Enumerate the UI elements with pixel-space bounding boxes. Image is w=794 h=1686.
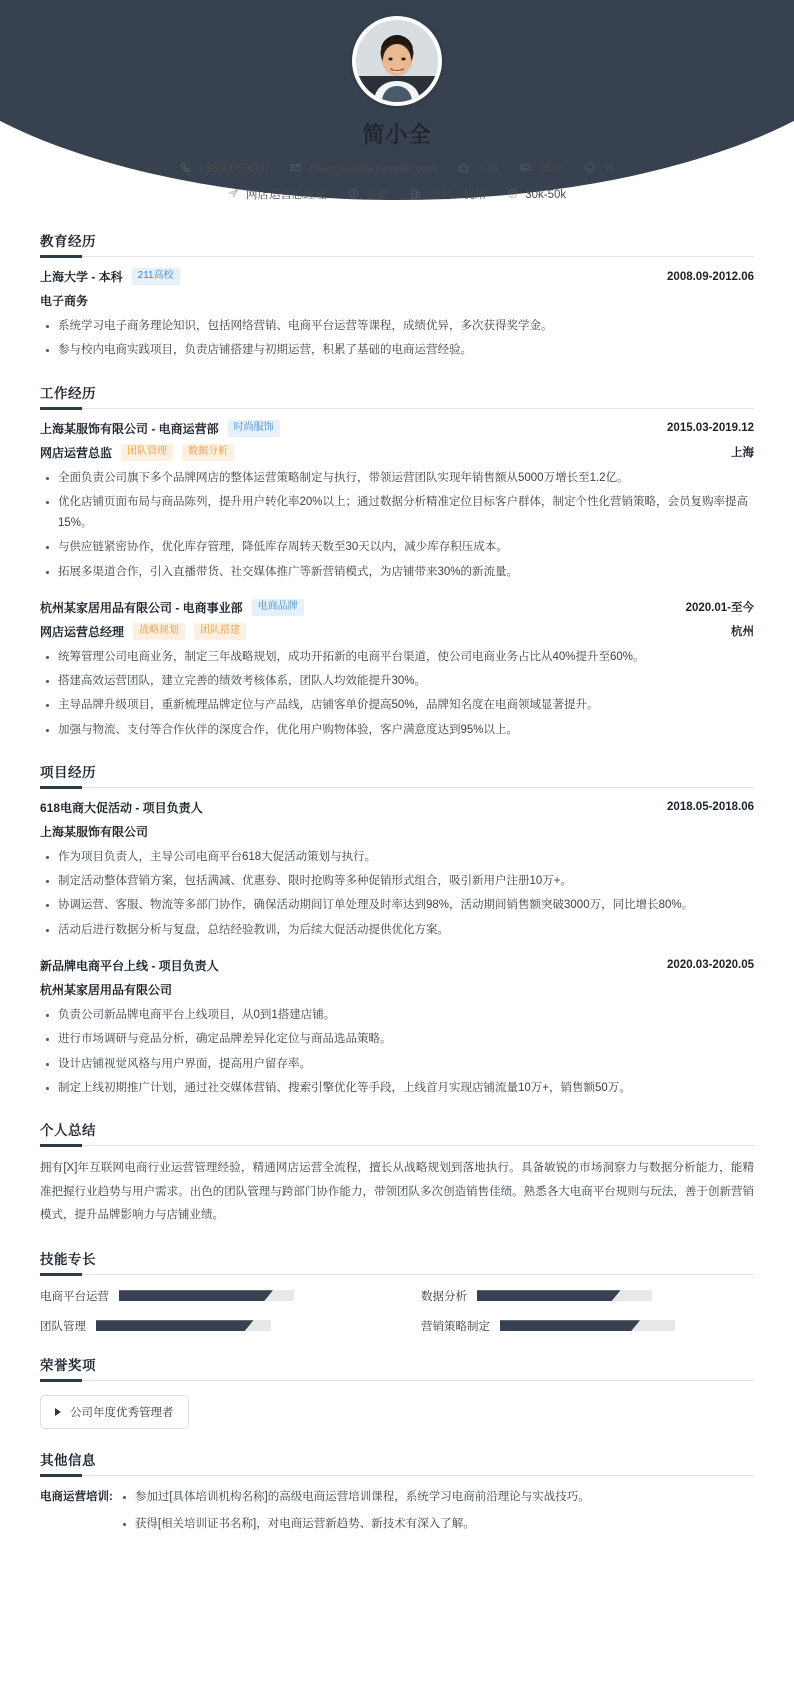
contact-phone: [180, 162, 269, 175]
skill-label: 电商平台运营: [40, 1290, 109, 1303]
salary-expectation-text: 30k-50k: [525, 188, 567, 201]
contact-row-secondary: [0, 186, 794, 202]
work-entry-headline: [40, 420, 754, 437]
list-item: 参与校内电商实践项目，负责店铺搭建与初期运营，积累了基础的电商运营经验。: [40, 340, 754, 361]
list-item: 作为项目负责人，主导公司电商平台618大促活动策划与执行。: [40, 847, 754, 868]
education-date: 2008.09-2012.06: [667, 270, 754, 283]
work-company: 杭州某家居用品有限公司 - 电商事业部: [40, 600, 243, 615]
list-item: 拓展多渠道合作，引入直播带货、社交媒体推广等新营销模式，为店铺带来30%的新流量。: [40, 562, 754, 583]
project-entry-left: [40, 799, 203, 816]
education-tag: 211高校: [132, 268, 180, 285]
project-date: 2018.05-2018.06: [667, 801, 754, 814]
list-item: 主导品牌升级项目，重新梳理品牌定位与产品线，店铺客单价提高50%，品牌知名度在电商领域显著提升。: [40, 695, 754, 716]
skill-progress-fill: [500, 1320, 640, 1331]
skill-row: [40, 1318, 373, 1334]
education-entry-headline: [40, 268, 754, 285]
list-item: 系统学习电子商务理论知识，包括网络营销、电商平台运营等课程，成绩优异，多次获得奖学金。: [40, 316, 754, 337]
project-entry-headline: [40, 799, 754, 816]
project-entry: [40, 957, 754, 1099]
section-title-honors: 荣誉奖项: [40, 1357, 96, 1373]
section-projects: [40, 761, 754, 1099]
honor-item[interactable]: [40, 1395, 189, 1429]
work-company-tag: 时尚服饰: [228, 420, 280, 437]
contact-email: [290, 162, 437, 175]
honor-item-label: 公司年度优秀管理者: [70, 1406, 174, 1419]
section-header-skills: [40, 1248, 754, 1275]
skill-progress-track: [500, 1320, 675, 1331]
section-honors: [40, 1354, 754, 1429]
gender-icon: [584, 162, 595, 173]
money-icon: [507, 188, 518, 199]
contact-row-primary: [0, 160, 794, 176]
skill-label: 团队管理: [40, 1320, 86, 1333]
section-title-summary: 个人总结: [40, 1123, 96, 1139]
list-item: 制定上线初期推广计划，通过社交媒体营销、搜索引擎优化等手段，上线首月实现店铺流量10万+，销售额50万。: [40, 1078, 754, 1099]
education-entry-left: [40, 268, 180, 285]
status-icon: [348, 188, 359, 199]
section-summary: [40, 1119, 754, 1228]
work-entry: [40, 599, 754, 741]
list-item: 加强与物流、支付等合作伙伴的深度合作，优化用户购物体验，客户满意度达到95%以上。: [40, 720, 754, 741]
play-triangle-icon: [55, 1408, 61, 1416]
project-company: 杭州某家居用品有限公司: [40, 982, 173, 997]
work-position-left: [40, 444, 234, 461]
work-entry-headline: [40, 599, 754, 616]
list-item: 获得[相关培训证书名称]，对电商运营新趋势、新技术有深入了解。: [113, 1514, 754, 1535]
work-entry: [40, 420, 754, 583]
resume-header: [0, 0, 794, 210]
list-item: 进行市场调研与竞品分析，确定品牌差异化定位与商品选品策略。: [40, 1029, 754, 1050]
other-group-items: [113, 1487, 754, 1542]
avatar-photo: [356, 20, 438, 102]
section-header-other: [40, 1449, 754, 1476]
project-title: 618电商大促活动 - 项目负责人: [40, 800, 203, 815]
job-locations-text: 上海、杭州: [428, 189, 486, 201]
other-group: [40, 1487, 754, 1542]
section-title-projects: 项目经历: [40, 764, 96, 780]
work-entry-position-line: [40, 444, 754, 461]
job-locations: [410, 186, 486, 202]
section-header-projects: [40, 761, 754, 788]
work-location: 上海: [731, 447, 754, 460]
section-header-summary: [40, 1119, 754, 1146]
work-date: 2020.01-至今: [685, 602, 754, 615]
resume-body: [0, 230, 794, 1561]
send-icon: [228, 188, 239, 199]
job-target: [228, 186, 327, 202]
work-skill-tag: 数据分析: [182, 444, 234, 461]
work-entry-left: [40, 420, 280, 437]
work-entry-left: [40, 599, 304, 616]
skill-row: [421, 1318, 754, 1334]
list-item: 优化店铺页面布局与商品陈列，提升用户转化率20%以上；通过数据分析精准定位目标客户群体，制定个性化营销策略，会员复购率提高15%。: [40, 492, 754, 535]
work-position-left: [40, 623, 246, 640]
project-entry-headline: [40, 957, 754, 974]
work-position: 网店运营总监: [40, 445, 113, 460]
avatar: [352, 16, 442, 106]
work-skill-tag: 战略规划: [133, 623, 185, 640]
contact-gender: [584, 160, 614, 176]
id-card-icon: [520, 162, 531, 173]
work-bullets: [40, 468, 754, 583]
contact-age-text: 35岁: [538, 163, 563, 175]
education-major: 电子商务: [40, 294, 89, 308]
contact-city-text: 上海: [476, 163, 500, 175]
project-bullets: [40, 1005, 754, 1099]
list-item: 活动后进行数据分析与复盘，总结经验教训，为后续大促活动提供优化方案。: [40, 920, 754, 941]
skill-row: [40, 1288, 373, 1304]
skills-grid: [40, 1286, 754, 1334]
skill-progress-track: [477, 1290, 652, 1301]
section-title-work: 工作经历: [40, 385, 96, 401]
project-bullets: [40, 847, 754, 941]
skill-label: 数据分析: [421, 1290, 467, 1303]
education-entry: [40, 268, 754, 362]
job-status: [348, 186, 389, 202]
skill-progress-fill: [477, 1290, 621, 1301]
contact-age: [520, 160, 563, 176]
section-header-education: [40, 230, 754, 257]
skill-progress-track: [96, 1320, 271, 1331]
job-target-text: 网店运营总经理: [246, 189, 327, 201]
skill-progress-fill: [119, 1290, 273, 1301]
contact-city: [458, 160, 499, 176]
other-group-label: 电商运营培训:: [40, 1490, 113, 1503]
list-item: 统筹管理公司电商业务，制定三年战略规划，成功开拓新的电商平台渠道，使公司电商业务占比从40%提升至60%。: [40, 647, 754, 668]
summary-paragraph: 拥有[X]年互联网电商行业运营管理经验，精通网店运营全流程，擅长从战略规划到落地执行。具备敏锐的市场洞察力与数据分析能力，能精准把握行业趋势与用户需求。出色的团队管理与跨部门协作能力，带领团队多次创造销售佳绩。熟悉各大电商平台规则与玩法，善于创新营销模式，提升品牌影响力与店铺业绩。: [40, 1162, 754, 1222]
project-title: 新品牌电商平台上线 - 项目负责人: [40, 958, 219, 973]
contact-phone-text: 13800000000: [198, 162, 269, 175]
contact-email-text: zhangwei@example.com: [308, 162, 437, 175]
list-item: 协调运营、客服、物流等多部门协作，确保活动期间订单处理及时率达到98%，活动期间销售额突破3000万，同比增长80%。: [40, 895, 754, 916]
section-title-education: 教育经历: [40, 234, 96, 249]
person-photo-icon: [356, 20, 438, 102]
salary-expectation: [507, 188, 566, 201]
work-skill-tag: 团队管理: [121, 444, 173, 461]
work-date: 2015.03-2019.12: [667, 422, 754, 435]
list-item: 设计店铺视觉风格与用户界面，提高用户留存率。: [40, 1054, 754, 1075]
work-company-tag: 电商品牌: [252, 599, 304, 616]
education-school: 上海大学 - 本科: [40, 270, 123, 284]
section-title-skills: 技能专长: [40, 1251, 96, 1267]
building-icon: [410, 188, 421, 199]
home-icon: [458, 162, 469, 173]
work-bullets: [40, 647, 754, 741]
skill-progress-track: [119, 1290, 294, 1301]
contact-gender-text: 男: [602, 163, 614, 175]
section-education: [40, 230, 754, 362]
list-item: 参加过[具体培训机构名称]的高级电商运营培训课程，系统学习电商前沿理论与实战技巧。: [113, 1487, 754, 1508]
list-item: 全面负责公司旗下多个品牌网店的整体运营策略制定与执行，带领运营团队实现年销售额从5000万增长至1.2亿。: [40, 468, 754, 489]
list-item: 负责公司新品牌电商平台上线项目，从0到1搭建店铺。: [40, 1005, 754, 1026]
education-bullets: [40, 316, 754, 362]
work-position: 网店运营总经理: [40, 624, 125, 639]
list-item: 搭建高效运营团队，建立完善的绩效考核体系，团队人均效能提升30%。: [40, 671, 754, 692]
section-header-work: [40, 382, 754, 409]
skill-progress-fill: [96, 1320, 254, 1331]
phone-icon: [180, 162, 191, 173]
project-company: 上海某服饰有限公司: [40, 824, 149, 839]
section-other: [40, 1449, 754, 1542]
list-item: 制定活动整体营销方案，包括满减、优惠券、限时抢购等多种促销形式组合，吸引新用户注册10万+。: [40, 871, 754, 892]
project-entry-left: [40, 957, 219, 974]
work-location: 杭州: [731, 626, 754, 639]
list-item: 与供应链紧密协作，优化库存管理，降低库存周转天数至30天以内，减少库存积压成本。: [40, 537, 754, 558]
job-status-text: 在职: [365, 189, 389, 201]
work-company: 上海某服饰有限公司 - 电商运营部: [40, 421, 219, 436]
work-entry-position-line: [40, 623, 754, 640]
mail-icon: [290, 162, 301, 173]
section-work: [40, 382, 754, 741]
page-title: 简小全: [362, 122, 432, 147]
section-skills: [40, 1248, 754, 1334]
skill-row: [421, 1288, 754, 1304]
project-entry: [40, 799, 754, 941]
project-date: 2020.03-2020.05: [667, 959, 754, 972]
skill-label: 营销策略制定: [421, 1320, 490, 1333]
section-header-honors: [40, 1354, 754, 1381]
other-bullets: [113, 1487, 754, 1536]
work-skill-tag: 团队搭建: [194, 623, 246, 640]
section-title-other: 其他信息: [40, 1452, 96, 1468]
